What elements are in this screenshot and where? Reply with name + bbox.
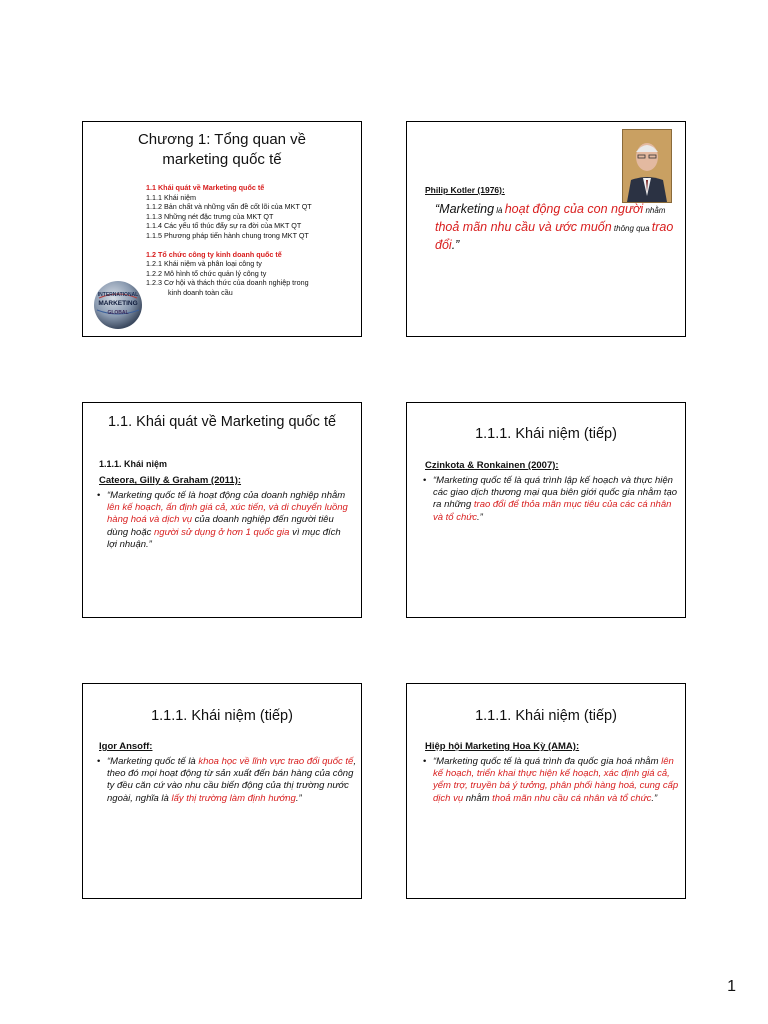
author-name: Igor Ansoff: xyxy=(99,741,153,752)
text-highlight: trao đổi để thỏa mãn mục tiêu của các cá nhân và tổ chức xyxy=(433,499,672,523)
toc-item: kinh doanh toàn cầu xyxy=(168,287,233,297)
toc xyxy=(146,183,358,298)
quote-text: “Marketing xyxy=(435,202,495,216)
text-part: .” xyxy=(477,511,483,523)
text-highlight: người sử dụng ở hơn 1 quốc gia xyxy=(154,526,290,538)
text-part: nhằm xyxy=(463,792,493,804)
title-line-1: Chương 1: Tổng quan về xyxy=(137,131,307,148)
text-part: .” xyxy=(651,792,658,804)
quote-text: thông qua xyxy=(611,224,652,233)
text-part: “Marketing quốc tế là xyxy=(107,756,199,767)
author-name: Cateora, Gilly & Graham (2011): xyxy=(99,475,242,486)
text-part: “Marketing quốc tế là hoạt động của doanh nghiệp nhằm xyxy=(107,490,346,501)
page-number: 1 xyxy=(727,978,736,995)
toc-item: 1.2.3 Cơ hội và thách thức của doanh nghiệp trong xyxy=(146,278,309,288)
text-highlight: lên kế hoạch, triển khai thực hiện kế hoạch, xác định giá cả, yểm trợ, truyền bá ý tưởng, phân phối hàng hoá, cung cấp dịch vụ xyxy=(433,756,679,804)
slide-title: 1.1.1. Khái niệm (tiếp) xyxy=(475,426,617,442)
quote-highlight: hoạt động của con người xyxy=(504,202,644,216)
title-line-2: marketing quốc tế xyxy=(162,150,282,168)
quote-text: nhằm xyxy=(643,206,666,215)
globe-text-2: MARKETING xyxy=(98,300,138,307)
slide-3 xyxy=(82,402,362,618)
slide-1 xyxy=(82,121,362,337)
text-highlight: khoa học về lĩnh vực trao đổi quốc tế xyxy=(198,756,354,767)
toc-item: 1.2.2 Mô hình tổ chức quản lý công ty xyxy=(146,268,267,278)
slide-4 xyxy=(406,402,686,618)
definition-text xyxy=(97,490,352,551)
author-photo xyxy=(622,129,672,203)
quote-text: .” xyxy=(451,238,460,252)
slide-title: 1.1.1. Khái niệm (tiếp) xyxy=(151,708,293,724)
text-part: “Marketing quốc tế là quá trình lập kế hoạch và thực hiện các giao dịch thương mại qua biên giới quốc gia nhằm tạo ra những xyxy=(433,475,678,511)
definition-text xyxy=(423,756,683,805)
toc-section-1: 1.1 Khái quát về Marketing quốc tế xyxy=(146,183,265,192)
text-highlight: thoả mãn nhu cầu cá nhân và tổ chức xyxy=(492,792,652,804)
slide-2 xyxy=(406,121,686,337)
quote-highlight: trao đổi xyxy=(435,220,674,252)
text-part: “Marketing quốc tế là quá trình đa quốc gia hoá nhằm xyxy=(433,756,662,767)
definition-text xyxy=(97,756,359,805)
quote-text: là xyxy=(494,206,505,215)
toc-item: 1.2.1 Khái niệm và phân loại công ty xyxy=(146,259,262,269)
toc-item: 1.1.4 Các yếu tố thúc đẩy sự ra đời của MKT QT xyxy=(146,221,302,231)
toc-item: 1.1.5 Phương pháp tiến hành chung trong MKT QT xyxy=(146,230,309,240)
text-part: , theo đó mọi hoạt động từ sản xuất đến bán hàng của công ty đều căn cứ vào nhu cầu biến động của thị trường nước ngoài, nghĩa là xyxy=(107,756,356,804)
subheading: 1.1.1. Khái niệm xyxy=(99,459,168,469)
author-name: Hiệp hội Marketing Hoa Kỳ (AMA): xyxy=(425,741,580,752)
globe-image xyxy=(93,280,143,330)
slide-5 xyxy=(82,683,362,899)
text-highlight: lên kế hoạch, ấn định giá cả, xúc tiến, và di chuyển luồng hàng hoá và dịch vụ xyxy=(107,502,348,526)
text-part: của doanh nghiệp đến người tiêu dùng hoặc xyxy=(107,514,334,538)
text-highlight: lấy thị trường làm định hướng xyxy=(171,792,296,804)
globe-text-3: GLOBAL xyxy=(107,310,129,316)
toc-section-2: 1.2 Tổ chức công ty kinh doanh quốc tế xyxy=(146,249,282,259)
author-name: Czinkota & Ronkainen (2007): xyxy=(425,460,559,471)
toc-item: 1.1.3 Những nét đặc trưng của MKT QT xyxy=(146,211,274,221)
slide-title xyxy=(83,130,361,169)
quote-highlight: thoả mãn nhu cầu và ước muốn xyxy=(435,220,612,234)
toc-item: 1.1.1 Khái niệm xyxy=(146,192,196,202)
globe-text-1: INTERNATIONAL xyxy=(97,292,139,298)
text-part: vì mục đích lợi nhuận.” xyxy=(107,526,341,550)
definition-text xyxy=(423,475,683,524)
slide-title: 1.1. Khái quát về Marketing quốc tế xyxy=(107,414,337,430)
author-name: Philip Kotler (1976): xyxy=(425,185,505,195)
kotler-quote xyxy=(435,201,675,253)
toc-item: 1.1.2 Bản chất và những vấn đề cốt lõi của MKT QT xyxy=(146,202,312,212)
slide-6 xyxy=(406,683,686,899)
slide-title: 1.1.1. Khái niệm (tiếp) xyxy=(475,708,617,724)
text-part: .” xyxy=(295,792,302,804)
